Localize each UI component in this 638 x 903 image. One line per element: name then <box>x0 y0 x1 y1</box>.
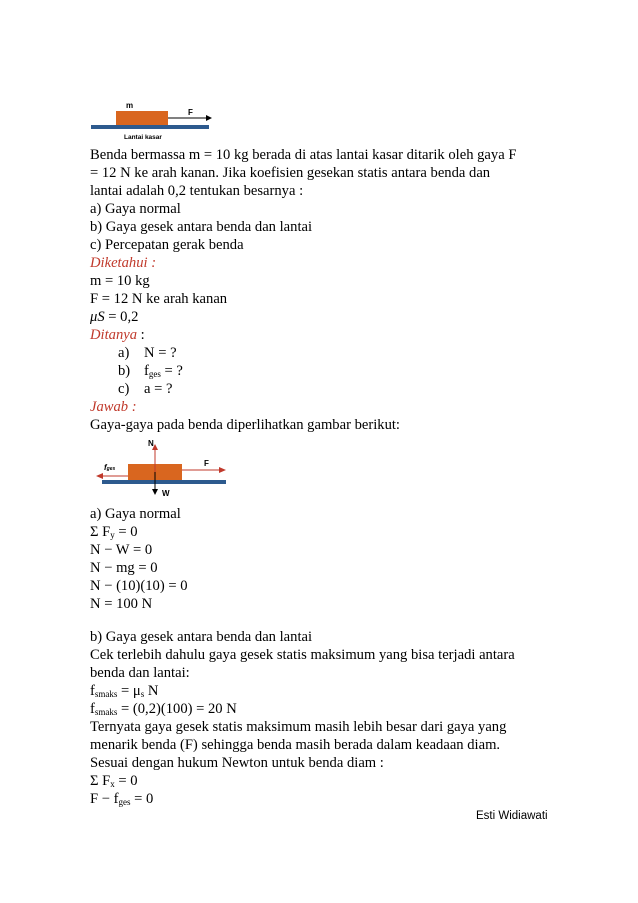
problem-line-3: lantai adalah 0,2 tentukan besarnya : <box>90 183 304 199</box>
mass-label: m <box>126 101 134 110</box>
friction-label <box>104 463 116 472</box>
ditanya-item-c <box>118 380 172 398</box>
part-b-line-4: menarik benda (F) sehingga benda masih berada dalam keadaan diam. <box>90 737 501 753</box>
question-c: c) Percepatan gerak benda <box>90 237 244 253</box>
part-a-eq2: N − W = 0 <box>90 542 153 558</box>
mu-value: = 0,2 <box>104 309 139 325</box>
figure-block-on-rough-floor <box>88 100 218 145</box>
item-label: a) <box>118 345 130 361</box>
eq-text-post: = 0 <box>114 773 138 789</box>
eq-text: f <box>90 683 95 699</box>
given-mass: m = 10 kg <box>90 273 150 289</box>
item-text: f <box>144 363 149 379</box>
eq-subscript: smaks <box>94 707 118 717</box>
item-text: N = ? <box>144 345 177 361</box>
free-body-diagram <box>96 438 236 498</box>
floor-bar <box>102 480 226 484</box>
mass-block <box>116 111 168 125</box>
part-a-eq3: N − mg = 0 <box>90 560 158 576</box>
eq-subscript: smaks <box>94 689 118 699</box>
item-text-post: = ? <box>160 363 183 379</box>
eq-subscript-2: s <box>140 689 145 699</box>
eq-text-mid: = μ <box>117 683 141 699</box>
floor-bar <box>91 125 209 129</box>
item-text: a = ? <box>144 381 173 397</box>
part-b-line-3: Ternyata gaya gesek statis maksimum masih lebih besar dari gaya yang <box>90 719 507 735</box>
part-b-eq4 <box>90 790 153 811</box>
ditanya-colon: : <box>137 327 145 343</box>
part-b-line-5: Sesuai dengan hukum Newton untuk benda diam : <box>90 755 384 771</box>
jawab-heading: Jawab : <box>90 399 137 415</box>
friction-letter: f <box>104 463 107 472</box>
part-a-eq4: N − (10)(10) = 0 <box>90 578 188 594</box>
question-b: b) Gaya gesek antara benda dan lantai <box>90 219 313 235</box>
eq-subscript: x <box>110 779 115 789</box>
part-b-line-1: Cek terlebih dahulu gaya gesek statis maksimum yang bisa terjadi antara <box>90 647 515 663</box>
eq-subscript: ges <box>118 797 131 807</box>
force-arrowhead <box>206 115 212 121</box>
item-label: b) <box>118 363 131 379</box>
ditanya-item-a <box>118 344 177 362</box>
eq-text-post: = 0 <box>114 524 138 540</box>
friction-arrowhead <box>96 473 103 479</box>
eq-text: Σ F <box>90 524 111 540</box>
item-label: c) <box>118 381 130 397</box>
problem-line-1: Benda bermassa m = 10 kg berada di atas lantai kasar ditarik oleh gaya F <box>90 147 517 163</box>
problem-line-2: = 12 N ke arah kanan. Jika koefisien gesekan statis antara benda dan <box>90 165 491 181</box>
force-arrowhead <box>219 467 226 473</box>
eq-text: F − f <box>90 791 119 807</box>
ditanya-label: Ditanya <box>90 327 138 343</box>
force-label: F <box>188 108 193 117</box>
normal-label: N <box>148 439 154 448</box>
eq-text: Σ F <box>90 773 111 789</box>
friction-subscript: ges <box>106 466 116 472</box>
eq-text-post: N <box>144 683 159 699</box>
given-force: F = 12 N ke arah kanan <box>90 291 228 307</box>
weight-label: W <box>162 489 170 498</box>
item-subscript: ges <box>148 369 161 379</box>
eq-text-post: = 0 <box>130 791 154 807</box>
part-b-line-2: benda dan lantai: <box>90 665 190 681</box>
floor-label: Lantai kasar <box>124 134 162 141</box>
eq-subscript: y <box>110 530 115 540</box>
diketahui-heading: Diketahui : <box>90 255 157 271</box>
eq-text-post: = (0,2)(100) = 20 N <box>117 701 237 717</box>
eq-text: f <box>90 701 95 717</box>
part-a-title: a) Gaya normal <box>90 506 181 522</box>
part-a-eq5: N = 100 N <box>90 596 153 612</box>
weight-arrowhead <box>152 489 158 495</box>
footer-author: Esti Widiawati <box>476 810 548 822</box>
question-a: a) Gaya normal <box>90 201 181 217</box>
jawab-intro: Gaya-gaya pada benda diperlihatkan gambar berikut: <box>90 417 400 433</box>
part-b-title: b) Gaya gesek antara benda dan lantai <box>90 629 313 645</box>
given-mu <box>90 308 138 326</box>
ditanya-heading <box>90 326 145 344</box>
mu-symbol: μS <box>90 309 105 325</box>
force-label: F <box>204 459 209 468</box>
